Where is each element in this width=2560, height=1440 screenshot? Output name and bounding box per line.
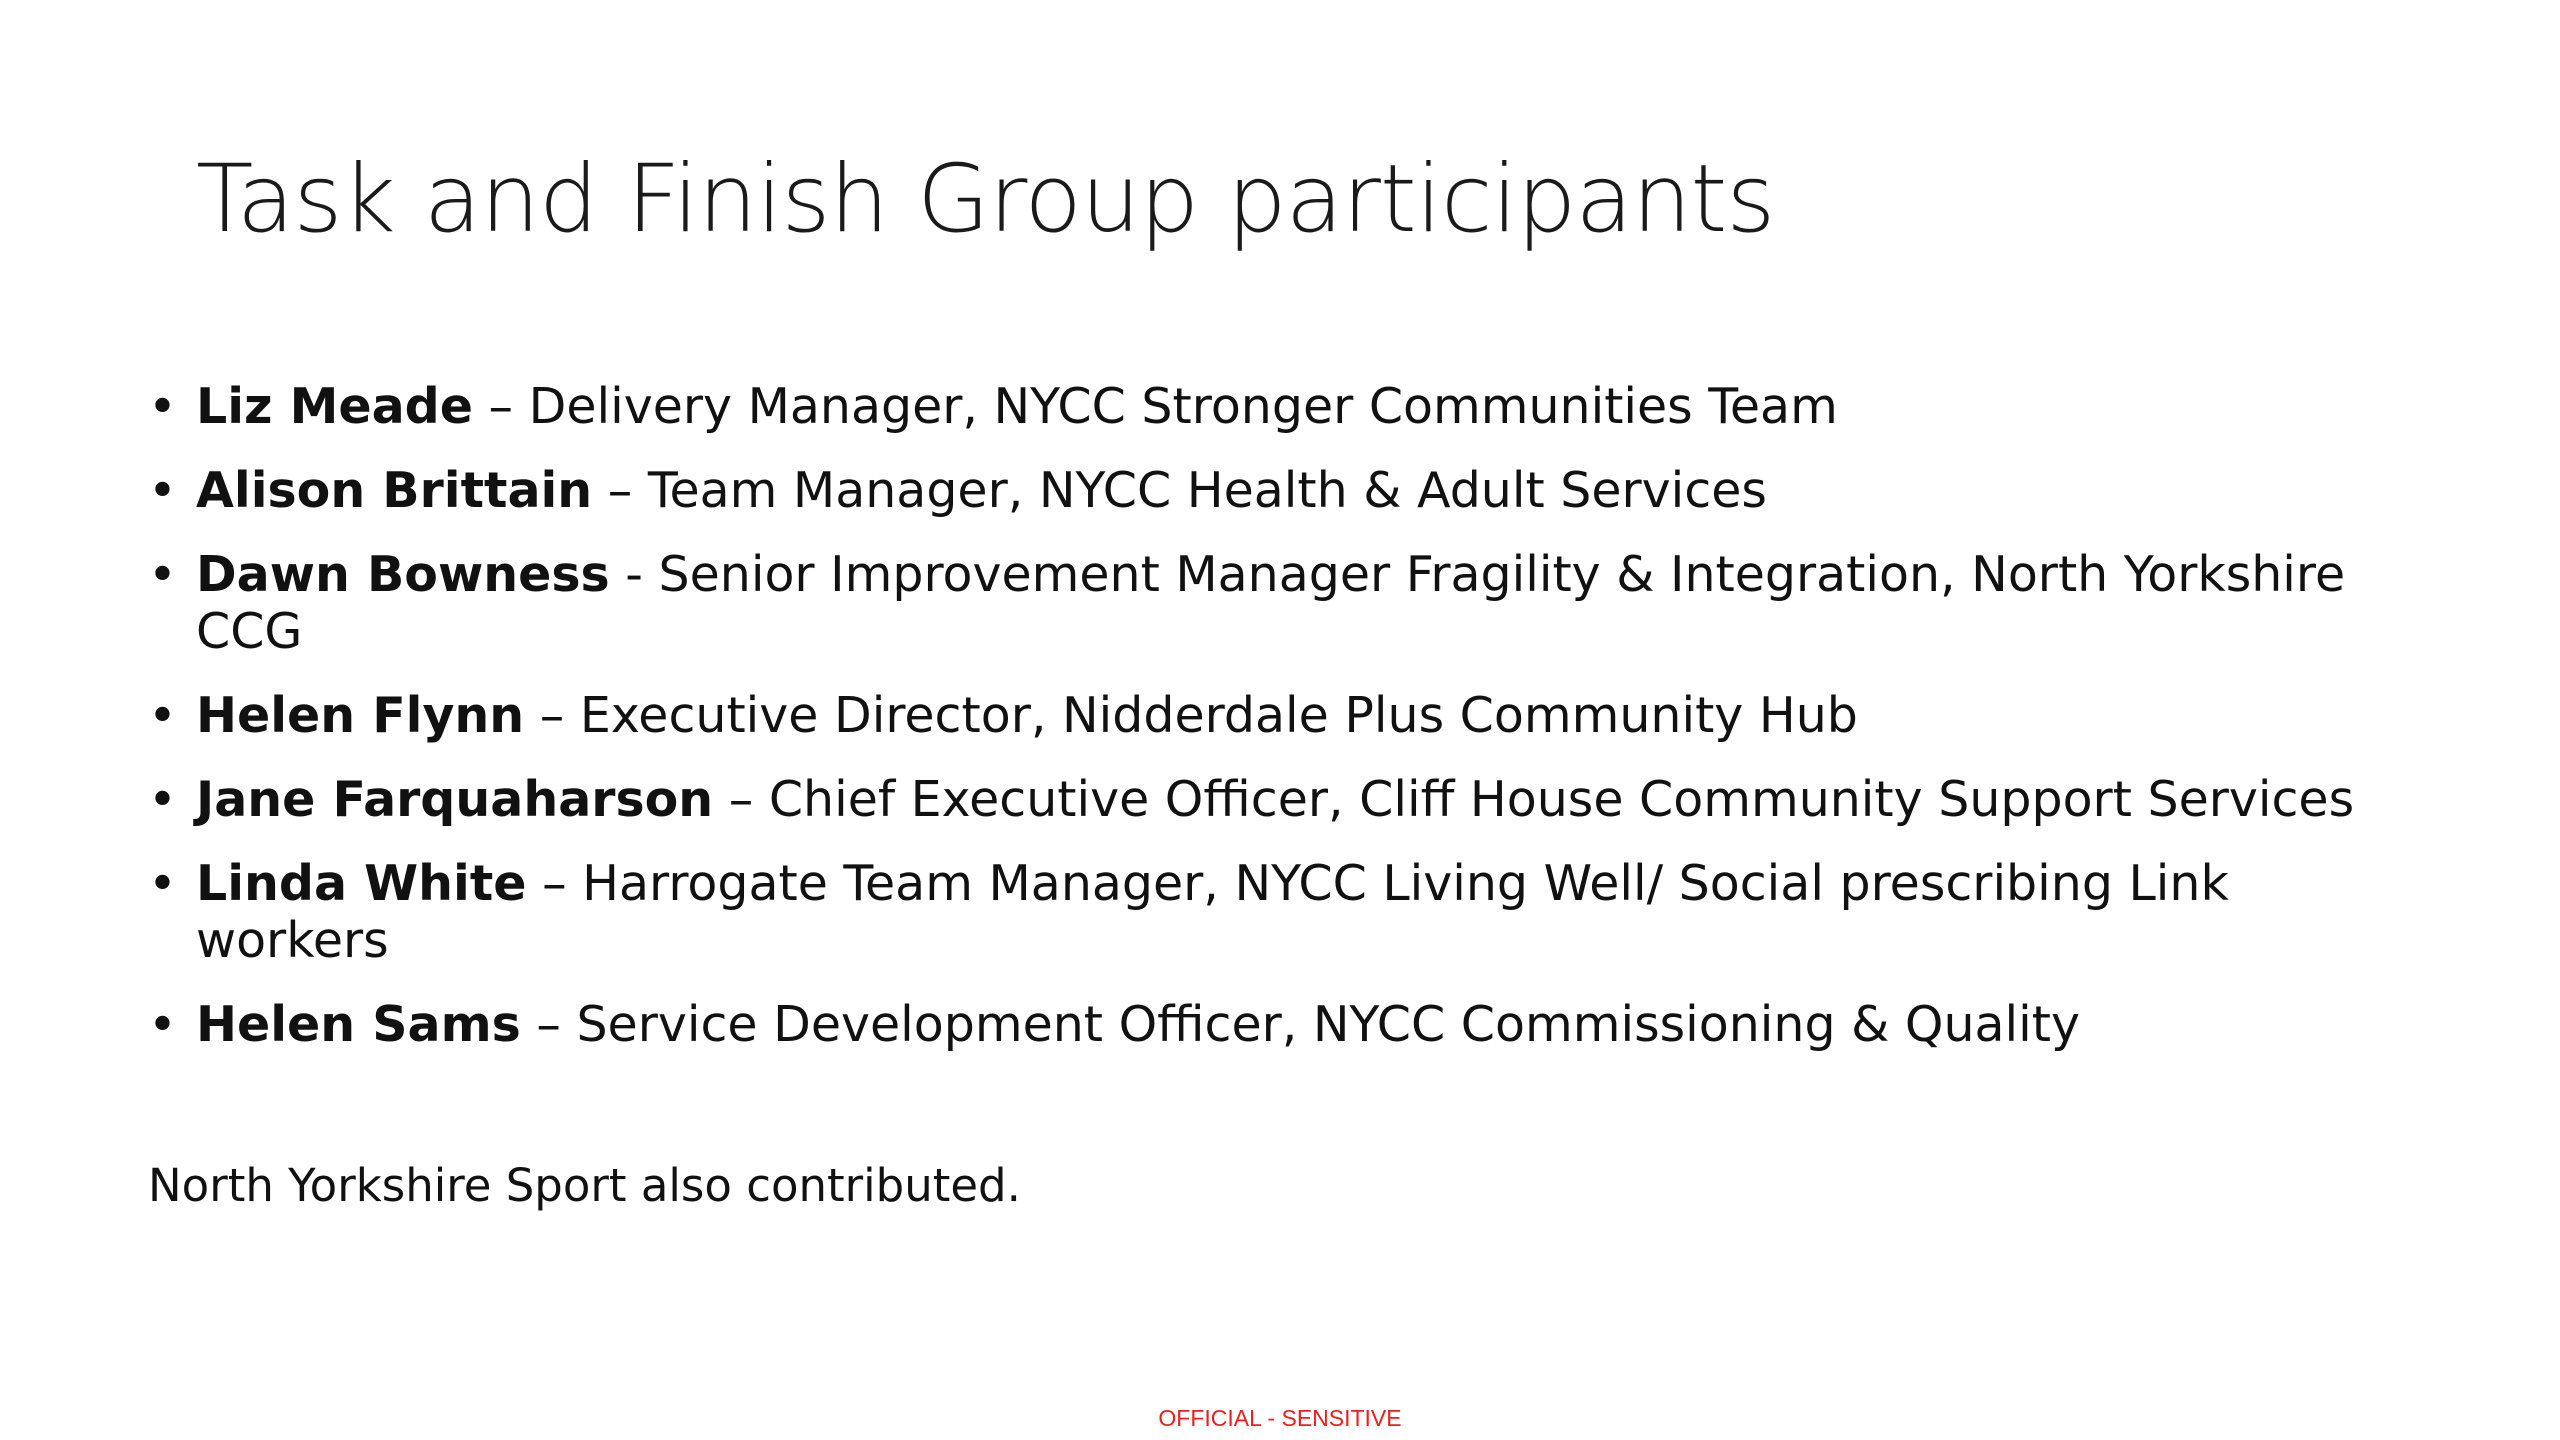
list-item — [148, 996, 2388, 1053]
participant-name: Jane Farquaharson — [196, 771, 714, 828]
participant-name: Helen Sams — [196, 996, 521, 1053]
list-item — [148, 546, 2388, 660]
participant-separator: – — [713, 771, 769, 828]
list-item — [148, 378, 2388, 435]
slide-title: Task and Finish Group participants — [196, 145, 1775, 254]
participant-role: Delivery Manager, NYCC Stronger Communities Team — [528, 378, 1838, 435]
list-item — [148, 687, 2388, 744]
participant-separator: - — [609, 546, 659, 603]
participant-role: Team Manager, NYCC Health & Adult Services — [647, 462, 1767, 519]
participant-role: Chief Executive Officer, Cliff House Community Support Services — [768, 771, 2355, 828]
participant-role: Harrogate Team Manager, NYCC Living Well/ Social prescribing Link workers — [196, 855, 2229, 969]
classification-label: OFFICIAL - SENSITIVE — [1158, 1405, 1402, 1431]
footnote: North Yorkshire Sport also contributed. — [148, 1159, 1021, 1212]
participant-role: Executive Director, Nidderdale Plus Community Hub — [579, 687, 1858, 744]
bullet-icon: • — [148, 996, 177, 1053]
participant-separator: – — [520, 996, 577, 1053]
participant-separator: – — [592, 462, 648, 519]
list-item — [148, 771, 2388, 828]
participant-separator: – — [472, 378, 529, 435]
bullet-icon: • — [148, 855, 177, 912]
participant-role: Service Development Officer, NYCC Commissioning & Quality — [576, 996, 2080, 1053]
participants-list — [148, 378, 2388, 1080]
participant-name: Liz Meade — [196, 378, 473, 435]
participant-name: Helen Flynn — [196, 687, 525, 744]
participant-role: Senior Improvement Manager Fragility & Integration, North Yorkshire CCG — [196, 546, 2346, 660]
list-item — [148, 855, 2388, 969]
participant-separator: – — [524, 687, 580, 744]
list-item — [148, 462, 2388, 519]
bullet-icon: • — [148, 687, 177, 744]
bullet-icon: • — [148, 378, 177, 435]
participant-name: Dawn Bowness — [196, 546, 610, 603]
bullet-icon: • — [148, 771, 177, 828]
bullet-icon: • — [148, 546, 177, 603]
participant-name: Alison Brittain — [196, 462, 593, 519]
bullet-icon: • — [148, 462, 177, 519]
participant-separator: – — [526, 855, 583, 912]
participant-name: Linda White — [196, 855, 527, 912]
